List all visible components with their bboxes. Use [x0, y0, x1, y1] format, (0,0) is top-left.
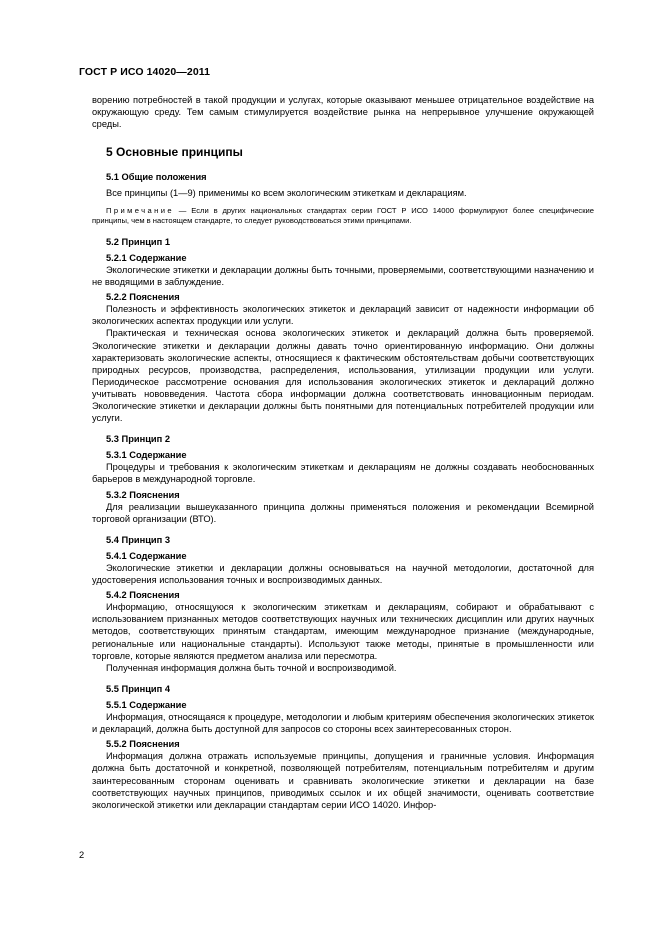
section-5-1-heading: 5.1 Общие положения [106, 172, 207, 183]
section-5-5-2-heading: 5.5.2 Пояснения [106, 739, 180, 750]
section-5-2-2-heading: 5.2.2 Пояснения [106, 292, 180, 303]
document-body [92, 94, 594, 811]
section-5-3-2-heading: 5.3.2 Пояснения [106, 489, 180, 500]
section-5-2-2-paragraph-2: Практическая и техническая основа экологических этикеток и деклараций должна быть проверяемой. Экологические этикетки и декларации должны давать точно ориентированную информацию. Они должны характеризовать экологические аспекты, относящиеся к фактическим обстоятельствам добычи соответствующих природных ресурсов, производства, распределения, использования, утилизации продукции или услуги. Периодическое рассмотрение основания для использования экологических этикеток и деклараций должно учитывать нововведения. Частота сбора информации должна соответствовать инновационным периодам. Экологические этикетки и декларации должны быть понятными для потенциальных потребителей продукции или услуги. [92, 328, 594, 424]
section-5-1-text: Все принципы (1—9) применимы ко всем экологическим этикеткам и декларациям. [106, 188, 467, 199]
section-5-3-1-text: Процедуры и требования к экологическим этикеткам и декларациям не должны создавать необоснованных барьеров в международной торговле. [92, 462, 594, 485]
intro-paragraph: ворению потребностей в такой продукции и услугах, которые оказывают меньшее отрицательное воздействие на окружающую среду. Тем самым стимулируется воздействие рынка на непрерывное улучшение окружающей среды. [92, 95, 594, 130]
section-5-2-2-paragraph-1: Полезность и эффективность экологических этикеток и деклараций зависит от надежности информации об экологических аспектах продукции или услуги. [92, 304, 594, 327]
section-5-4-2-paragraph-1: Информацию, относящуюся к экологическим этикеткам и декларациям, собирают и обрабатывают с использованием признанных методов соответствующих научных или технических дисциплин или других научных методов, соответствующих принятым стандартам, имеющим международное признание (международные, региональные или национальные стандарты). Используют также методы, принятые в промышленности или торговле, которые являются предметом анализа или пересмотра. [92, 602, 594, 661]
section-5-2-1-text: Экологические этикетки и декларации должны быть точными, проверяемыми, соответствующими назначению и не вводящими в заблуждение. [92, 264, 594, 288]
note-text: — Если в других национальных стандартах серии ГОСТ Р ИСО 14000 формулируют более специфические принципы, чем в настоящем стандарте, то следует руководствоваться этими принципами. [92, 205, 594, 226]
section-5-4-2-paragraph-2: Полученная информация должна быть точной и воспроизводимой. [106, 662, 397, 673]
section-5-3-1-heading: 5.3.1 Содержание [106, 450, 187, 461]
section-5-5-1-heading: 5.5.1 Содержание [106, 699, 187, 710]
section-5-2-1-heading: 5.2.1 Содержание [106, 252, 187, 263]
section-5-2-heading: 5.2 Принцип 1 [106, 236, 170, 247]
section-5-5-heading: 5.5 Принцип 4 [106, 683, 170, 694]
section-5-4-1-text: Экологические этикетки и декларации должны основываться на научной методологии, достаточной для удостоверения использования точных и воспроизводимых данных. [92, 563, 594, 586]
section-5-3-heading: 5.3 Принцип 2 [106, 434, 170, 445]
section-5-heading: 5 Основные принципы [106, 145, 243, 160]
section-5-3-2-text: Для реализации вышеуказанного принципа должны применяться положения и рекомендации Всемирной торговой организации (ВТО). [92, 501, 594, 524]
section-5-5-1-text: Информация, относящаяся к процедуре, методологии и любым критериям обеспечения экологических этикеток и деклараций, должна быть доступной для запросов со стороны всех заинтересованных сторон. [92, 712, 594, 735]
section-5-5-2-text: Информация должна отражать используемые принципы, допущения и граничные условия. Информация должна быть достаточной и конкретной, позволяющей потребителям, потенциальным потребителям и другим заинтересованным сторонам оценивать и сравнивать экологические этикетки и декларации на базе соответствующих научных принципов, приводимых ссылок и их общей значимости, оценивать соответствие экологической этикетки или декларации стандартам серии ИСО 14020. Инфор- [92, 751, 594, 810]
note-label: Примечание [106, 205, 174, 215]
section-5-4-2-heading: 5.4.2 Пояснения [106, 590, 180, 601]
page-number: 2 [79, 850, 85, 860]
section-5-4-1-heading: 5.4.1 Содержание [106, 550, 187, 561]
section-5-4-heading: 5.4 Принцип 3 [106, 534, 170, 545]
section-5-1-note [92, 206, 594, 227]
document-header-title: ГОСТ Р ИСО 14020—2011 [79, 66, 211, 78]
